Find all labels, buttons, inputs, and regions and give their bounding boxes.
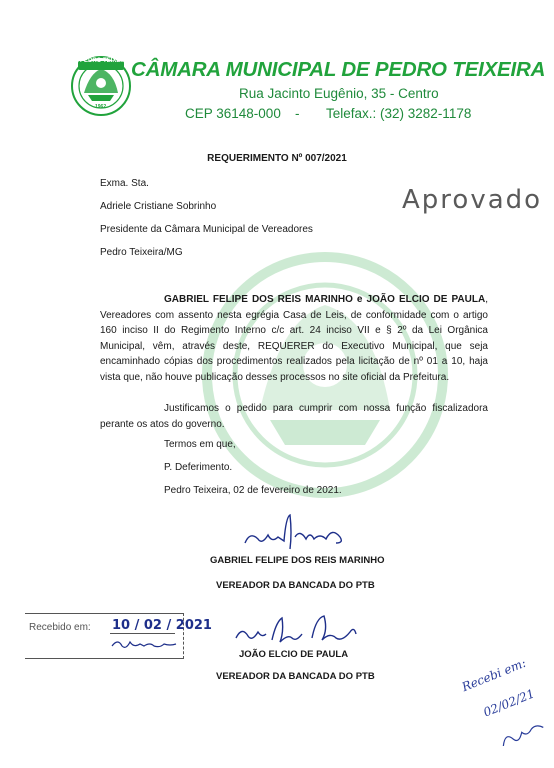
closing-terms: Termos em que,	[164, 439, 236, 450]
signature-role-2: VEREADOR DA BANCADA DO PTB	[216, 671, 375, 682]
place-date: Pedro Teixeira, 02 de fevereiro de 2021.	[164, 485, 342, 496]
handwritten-note	[460, 650, 550, 750]
received-stamp-label: Recebido em:	[29, 622, 91, 633]
signature-role-1: VEREADOR DA BANCADA DO PTB	[216, 580, 375, 591]
recipient-city: Pedro Teixeira/MG	[100, 247, 183, 258]
org-address: Rua Jacinto Eugênio, 35 - Centro	[239, 86, 439, 101]
handwritten-note-line1: Recebi em:	[459, 655, 528, 695]
handwritten-note-line2: 02/02/21	[481, 686, 537, 720]
stamp-signature	[110, 636, 180, 652]
closing-deferimento: P. Deferimento.	[164, 462, 233, 473]
stamp-underline	[110, 633, 175, 634]
signature-name-1: GABRIEL FELIPE DOS REIS MARINHO	[210, 555, 385, 566]
handwritten-note-signature	[498, 720, 548, 746]
approved-stamp: Aprovado	[402, 185, 543, 215]
recipient-role: Presidente da Câmara Municipal de Vereadores	[100, 224, 313, 235]
received-stamp-date: 10 / 02 / 2021	[112, 618, 212, 633]
signature-name-2: JOÃO ELCIO DE PAULA	[239, 649, 349, 660]
header-separator: -	[295, 106, 300, 121]
org-name: CÂMARA MUNICIPAL DE PEDRO TEIXEIRA	[131, 58, 546, 81]
org-cep: CEP 36148-000	[185, 106, 281, 121]
recipient-name: Adriele Cristiane Sobrinho	[100, 201, 217, 212]
salutation: Exma. Sta.	[100, 178, 149, 189]
signature-joao	[232, 612, 362, 650]
body-text: , Vereadores com assento nesta egrégia Casa de Leis, de conformidade com o artigo 160 inciso II do Regimento Interno c/c art. 24 inciso VII e § 2º da Lei Orgânica Municipal, vêm, através deste, REQUERER do Executivo Municipal, que seja encaminhado cópias dos procedimentos realizados pela licitação de nº 01 a 10, haja vista que, não houve publicação desses processos no site oficial da Prefeitura.	[100, 294, 488, 383]
seal-bottom-text: 1962	[95, 104, 107, 110]
org-phone: Telefax.: (32) 3282-1178	[326, 106, 472, 121]
body-paragraph	[100, 292, 488, 385]
seal-top-text: PEDRO TEIXEIRA	[80, 58, 131, 64]
requesters-names: GABRIEL FELIPE DOS REIS MARINHO e JOÃO ELCIO DE PAULA	[164, 294, 486, 305]
signature-gabriel	[240, 513, 350, 553]
justification-paragraph: Justificamos o pedido para cumprir com nossa função fiscalizadora perante os atos do governo.	[100, 403, 488, 430]
document-title: REQUERIMENTO Nº 007/2021	[207, 153, 347, 164]
